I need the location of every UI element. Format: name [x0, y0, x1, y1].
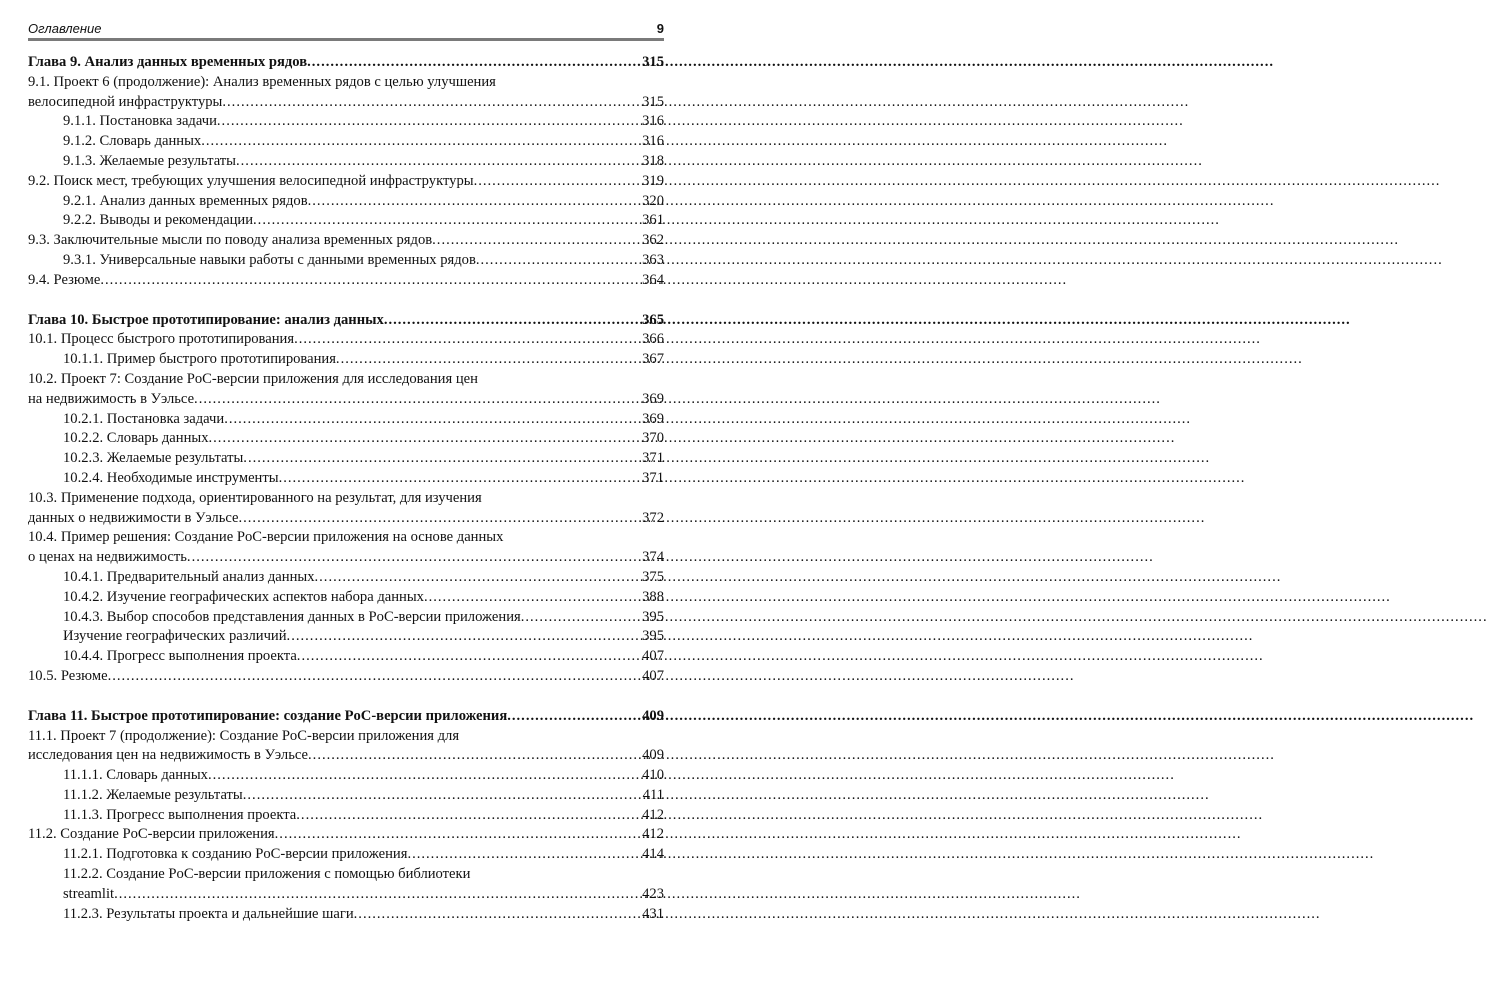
toc-page-number: 364 [642, 271, 664, 288]
toc-page-number: 316 [642, 113, 664, 130]
toc-entry-title: Изучение географических различий [63, 628, 287, 645]
dot-leader [243, 786, 641, 806]
toc-page-number: 409 [642, 747, 664, 764]
dot-leader [296, 806, 640, 826]
toc-entry-title: 9.4. Резюме [28, 271, 101, 288]
toc-entry[interactable] [28, 251, 664, 271]
toc-entry[interactable] [28, 172, 664, 192]
toc-entry[interactable] [28, 429, 664, 449]
toc-entry-title: 9.2.2. Выводы и рекомендации [63, 212, 254, 229]
toc-chapter-entry[interactable] [28, 707, 664, 727]
toc-entry-title: 10.2.2. Словарь данных [63, 430, 209, 447]
toc-entry[interactable] [28, 330, 664, 350]
running-head-title: Оглавление [28, 21, 102, 36]
header-rule [28, 38, 664, 41]
toc-entry-title-line: 11.1. Проект 7 (продолжение): Создание PoC-версии приложения для [28, 727, 460, 744]
toc-entry-title: Глава 10. Быстрое прототипирование: анализ данных [28, 311, 384, 328]
toc-page-number: 412 [642, 826, 664, 843]
toc-entry-title: 9.2.1. Анализ данных временных рядов [63, 192, 308, 209]
toc-page-number: 362 [642, 232, 664, 249]
toc-page-number: 395 [642, 608, 664, 625]
toc-entry[interactable] [28, 667, 664, 687]
toc-chapter-entry[interactable] [28, 53, 664, 73]
toc-entry-title: 11.1.3. Прогресс выполнения проекта [63, 806, 297, 823]
toc-page-number: 370 [642, 430, 664, 447]
dot-leader [100, 271, 640, 291]
toc-entry[interactable] [28, 806, 664, 826]
dot-leader [507, 707, 640, 727]
toc-entry[interactable] [28, 727, 664, 767]
toc-page-number: 361 [642, 212, 664, 229]
toc-entry-title: исследования цен на недвижимость в Уэльсе [28, 747, 309, 764]
toc-page-number: 372 [642, 509, 664, 526]
toc-entry[interactable] [28, 865, 664, 905]
toc-entry-title: велосипедной инфраструктуры [28, 93, 223, 110]
dot-leader [108, 667, 641, 687]
toc-page-number: 407 [642, 648, 664, 665]
toc-page-number: 431 [642, 905, 664, 922]
dot-leader [236, 152, 640, 172]
table-of-contents [28, 53, 664, 924]
toc-entry-title-line: 11.2.2. Создание PoC-версии приложения с помощью библиотеки [63, 866, 471, 883]
dot-leader [521, 608, 640, 628]
dot-leader [208, 766, 640, 786]
dot-leader [308, 192, 641, 212]
toc-page-number: 367 [642, 351, 664, 368]
toc-entry-title: 9.2. Поиск мест, требующих улучшения велосипедной инфраструктуры [28, 172, 474, 189]
toc-page-number: 320 [642, 192, 664, 209]
toc-entry-title: 9.3.1. Универсальные навыки работы с данными временных рядов [63, 251, 476, 268]
dot-leader [187, 548, 640, 568]
toc-entry[interactable] [28, 231, 664, 251]
toc-entry[interactable] [28, 627, 664, 647]
toc-page-number: 318 [642, 152, 664, 169]
toc-entry[interactable] [28, 528, 664, 568]
toc-entry-title: 10.1. Процесс быстрого прототипирования [28, 331, 295, 348]
toc-entry-title: на недвижимость в Уэльсе [28, 390, 195, 407]
dot-leader [279, 469, 641, 489]
toc-entry-title: 9.1.2. Словарь данных [63, 133, 202, 150]
toc-page-number: 423 [642, 885, 664, 902]
toc-entry-title: 10.2.3. Желаемые результаты [63, 450, 244, 467]
dot-leader [222, 93, 640, 113]
toc-page-number: 414 [642, 846, 664, 863]
dot-leader [238, 509, 640, 529]
toc-page-number: 363 [642, 251, 664, 268]
toc-entry[interactable] [28, 410, 664, 430]
toc-entry[interactable] [28, 489, 664, 529]
toc-entry-title-line: 10.4. Пример решения: Создание PoC-версии приложения на основе данных [28, 529, 504, 546]
toc-entry[interactable] [28, 370, 664, 410]
dot-leader [432, 231, 640, 251]
dot-leader [308, 746, 640, 766]
dot-leader [354, 905, 640, 925]
toc-entry-title: 10.2.4. Необходимые инструменты [63, 469, 279, 486]
toc-page-number: 411 [642, 786, 664, 803]
toc-page-number: 315 [642, 93, 664, 110]
toc-page-number: 395 [642, 628, 664, 645]
toc-page-number: 407 [642, 667, 664, 684]
toc-entry[interactable] [28, 568, 664, 588]
toc-entry-title: 11.2.3. Результаты проекта и дальнейшие шаги [63, 905, 354, 922]
toc-entry[interactable] [28, 192, 664, 212]
toc-page-number: 410 [642, 767, 664, 784]
dot-leader [253, 211, 640, 231]
toc-page-number: 374 [642, 549, 664, 566]
toc-entry[interactable] [28, 73, 664, 113]
toc-entry-title: streamlit [63, 885, 115, 902]
toc-entry[interactable] [28, 350, 664, 370]
toc-entry[interactable] [28, 132, 664, 152]
toc-entry[interactable] [28, 271, 664, 291]
toc-page-number: 319 [642, 172, 664, 189]
toc-entry[interactable] [28, 152, 664, 172]
toc-entry-title: Глава 9. Анализ данных временных рядов [28, 54, 308, 70]
toc-entry[interactable] [28, 211, 664, 231]
dot-leader [275, 825, 640, 845]
toc-entry-title-line: 10.2. Проект 7: Создание PoC-версии приложения для исследования цен [28, 370, 478, 387]
toc-page-number: 371 [642, 469, 664, 486]
toc-entry-title: 11.2.1. Подготовка к созданию PoC-версии приложения [63, 846, 408, 863]
toc-entry-title: 11.2. Создание PoC-версии приложения [28, 826, 275, 843]
toc-entry[interactable] [28, 588, 664, 608]
toc-entry-title: 10.2.1. Постановка задачи [63, 410, 225, 427]
toc-entry-title: 10.1.1. Пример быстрого прототипирования [63, 351, 336, 368]
toc-entry-title-line: 10.3. Применение подхода, ориентированного на результат, для изучения [28, 489, 482, 506]
toc-page-number: 409 [642, 707, 664, 724]
toc-page-number: 369 [642, 390, 664, 407]
toc-page-number: 371 [642, 450, 664, 467]
toc-entry-title: 11.1.2. Желаемые результаты [63, 786, 243, 803]
toc-page-number: 316 [642, 133, 664, 150]
toc-page-number: 388 [642, 588, 664, 605]
dot-leader [474, 172, 641, 192]
running-head [28, 18, 664, 36]
dot-leader [297, 647, 640, 667]
dot-leader [217, 112, 640, 132]
chapter-gap [28, 291, 664, 311]
toc-entry[interactable] [28, 469, 664, 489]
dot-leader [243, 449, 640, 469]
toc-page-number: 365 [642, 311, 664, 328]
dot-leader [201, 132, 640, 152]
dot-leader [114, 885, 640, 905]
toc-entry-title: 10.5. Резюме [28, 667, 108, 684]
dot-leader [384, 311, 640, 331]
dot-leader [315, 568, 641, 588]
dot-leader [294, 330, 640, 350]
toc-page-number: 366 [642, 331, 664, 348]
toc-entry[interactable] [28, 449, 664, 469]
toc-entry[interactable] [28, 766, 664, 786]
dot-leader [224, 410, 640, 430]
toc-entry-title: данных о недвижимости в Уэльсе [28, 509, 239, 526]
dot-leader [307, 53, 640, 73]
dot-leader [476, 251, 640, 271]
toc-entry-title: 9.1.1. Постановка задачи [63, 113, 217, 130]
toc-entry-title: 10.4.3. Выбор способов представления данных в PoC-версии приложения [63, 608, 521, 625]
page-number: 9 [656, 21, 664, 36]
dot-leader [287, 627, 641, 647]
toc-entry-title: Глава 11. Быстрое прототипирование: создание PoC-версии приложения [28, 707, 508, 724]
toc-entry[interactable] [28, 112, 664, 132]
dot-leader [194, 390, 640, 410]
toc-entry[interactable] [28, 608, 664, 628]
toc-entry-title: 10.4.4. Прогресс выполнения проекта [63, 648, 297, 665]
book-page [28, 18, 664, 924]
toc-page-number: 412 [642, 806, 664, 823]
dot-leader [424, 588, 640, 608]
toc-entry-title-line: 9.1. Проект 6 (продолжение): Анализ временных рядов с целью улучшения [28, 73, 496, 90]
dot-leader [209, 429, 641, 449]
toc-page-number: 369 [642, 410, 664, 427]
dot-leader [407, 845, 640, 865]
toc-entry[interactable] [28, 845, 664, 865]
toc-chapter-entry[interactable] [28, 311, 664, 331]
chapter-gap [28, 687, 664, 707]
toc-entry-title: о ценах на недвижимость [28, 549, 187, 566]
toc-page-number: 375 [642, 568, 664, 585]
dot-leader [336, 350, 640, 370]
toc-entry-title: 10.4.2. Изучение географических аспектов набора данных [63, 588, 424, 605]
toc-entry[interactable] [28, 825, 664, 845]
toc-entry[interactable] [28, 786, 664, 806]
toc-entry[interactable] [28, 647, 664, 667]
toc-entry-title: 11.1.1. Словарь данных [63, 767, 208, 784]
toc-entry-title: 9.3. Заключительные мысли по поводу анализа временных рядов [28, 232, 433, 249]
toc-entry[interactable] [28, 905, 664, 925]
toc-entry-title: 9.1.3. Желаемые результаты [63, 152, 236, 169]
toc-page-number: 315 [642, 54, 664, 70]
toc-entry-title: 10.4.1. Предварительный анализ данных [63, 568, 315, 585]
